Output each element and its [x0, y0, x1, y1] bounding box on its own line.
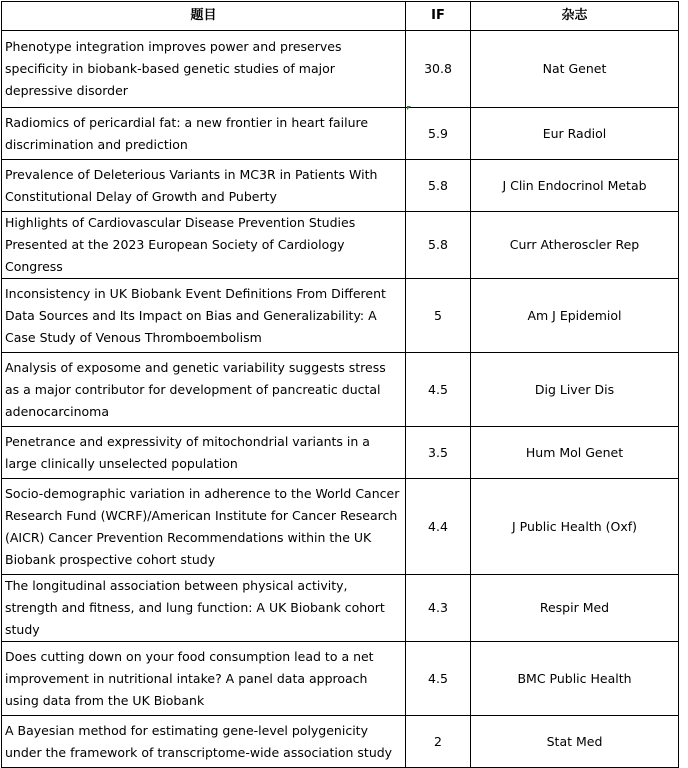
table-row [2, 353, 679, 427]
table-row [2, 427, 679, 479]
table-row [2, 479, 679, 575]
cell-title: Analysis of exposome and genetic variability suggests stress as a major contributor for development of pancreatic ductal adenocarcinoma [2, 353, 406, 427]
cell-title: Does cutting down on your food consumption lead to a net improvement in nutritional intake? A panel data approach using data from the UK Biobank [2, 642, 406, 716]
cell-journal: J Clin Endocrinol Metab [471, 160, 679, 212]
cell-if: 2 [406, 716, 471, 768]
cell-journal: Nat Genet [471, 31, 679, 108]
cell-comment-indicator [407, 106, 411, 110]
cell-if: 5.8 [406, 212, 471, 279]
cell-if: 5.8 [406, 160, 471, 212]
papers-table [1, 1, 679, 768]
cell-if: 5.9 [406, 108, 471, 160]
cell-journal: Curr Atheroscler Rep [471, 212, 679, 279]
table-row [2, 212, 679, 279]
cell-journal: Stat Med [471, 716, 679, 768]
cell-journal: Eur Radiol [471, 108, 679, 160]
cell-if: 5 [406, 279, 471, 353]
cell-if: 4.5 [406, 353, 471, 427]
table-row [2, 279, 679, 353]
cell-journal: Respir Med [471, 575, 679, 642]
cell-title: Highlights of Cardiovascular Disease Prevention Studies Presented at the 2023 European Society of Cardiology Congress [2, 212, 406, 279]
cell-title: Penetrance and expressivity of mitochondrial variants in a large clinically unselected population [2, 427, 406, 479]
cell-title: Radiomics of pericardial fat: a new frontier in heart failure discrimination and prediction [2, 108, 406, 160]
header-title: 题目 [2, 2, 406, 31]
cell-journal: Dig Liver Dis [471, 353, 679, 427]
header-row [2, 2, 679, 31]
cell-journal: Am J Epidemiol [471, 279, 679, 353]
cell-if: 4.4 [406, 479, 471, 575]
cell-journal: J Public Health (Oxf) [471, 479, 679, 575]
table-row [2, 642, 679, 716]
cell-title: Phenotype integration improves power and preserves specificity in biobank-based genetic studies of major depressive disorder [2, 31, 406, 108]
table-row [2, 31, 679, 108]
cell-title: Prevalence of Deleterious Variants in MC3R in Patients With Constitutional Delay of Growth and Puberty [2, 160, 406, 212]
cell-if: 4.5 [406, 642, 471, 716]
table-row [2, 160, 679, 212]
header-if: IF [406, 2, 471, 31]
cell-journal: BMC Public Health [471, 642, 679, 716]
table-row [2, 716, 679, 768]
table-row [2, 108, 679, 160]
cell-title: The longitudinal association between physical activity, strength and fitness, and lung function: A UK Biobank cohort study [2, 575, 406, 642]
header-journal: 杂志 [471, 2, 679, 31]
cell-if: 30.8 [406, 31, 471, 108]
cell-if: 4.3 [406, 575, 471, 642]
cell-journal: Hum Mol Genet [471, 427, 679, 479]
cell-if: 3.5 [406, 427, 471, 479]
cell-title: A Bayesian method for estimating gene-level polygenicity under the framework of transcriptome-wide association study [2, 716, 406, 768]
cell-title: Socio-demographic variation in adherence to the World Cancer Research Fund (WCRF)/American Institute for Cancer Research (AICR) Cancer Prevention Recommendations within the UK Biobank prospective cohort study [2, 479, 406, 575]
cell-title: Inconsistency in UK Biobank Event Definitions From Different Data Sources and Its Impact on Bias and Generalizability: A Case Study of Venous Thromboembolism [2, 279, 406, 353]
table-row [2, 575, 679, 642]
